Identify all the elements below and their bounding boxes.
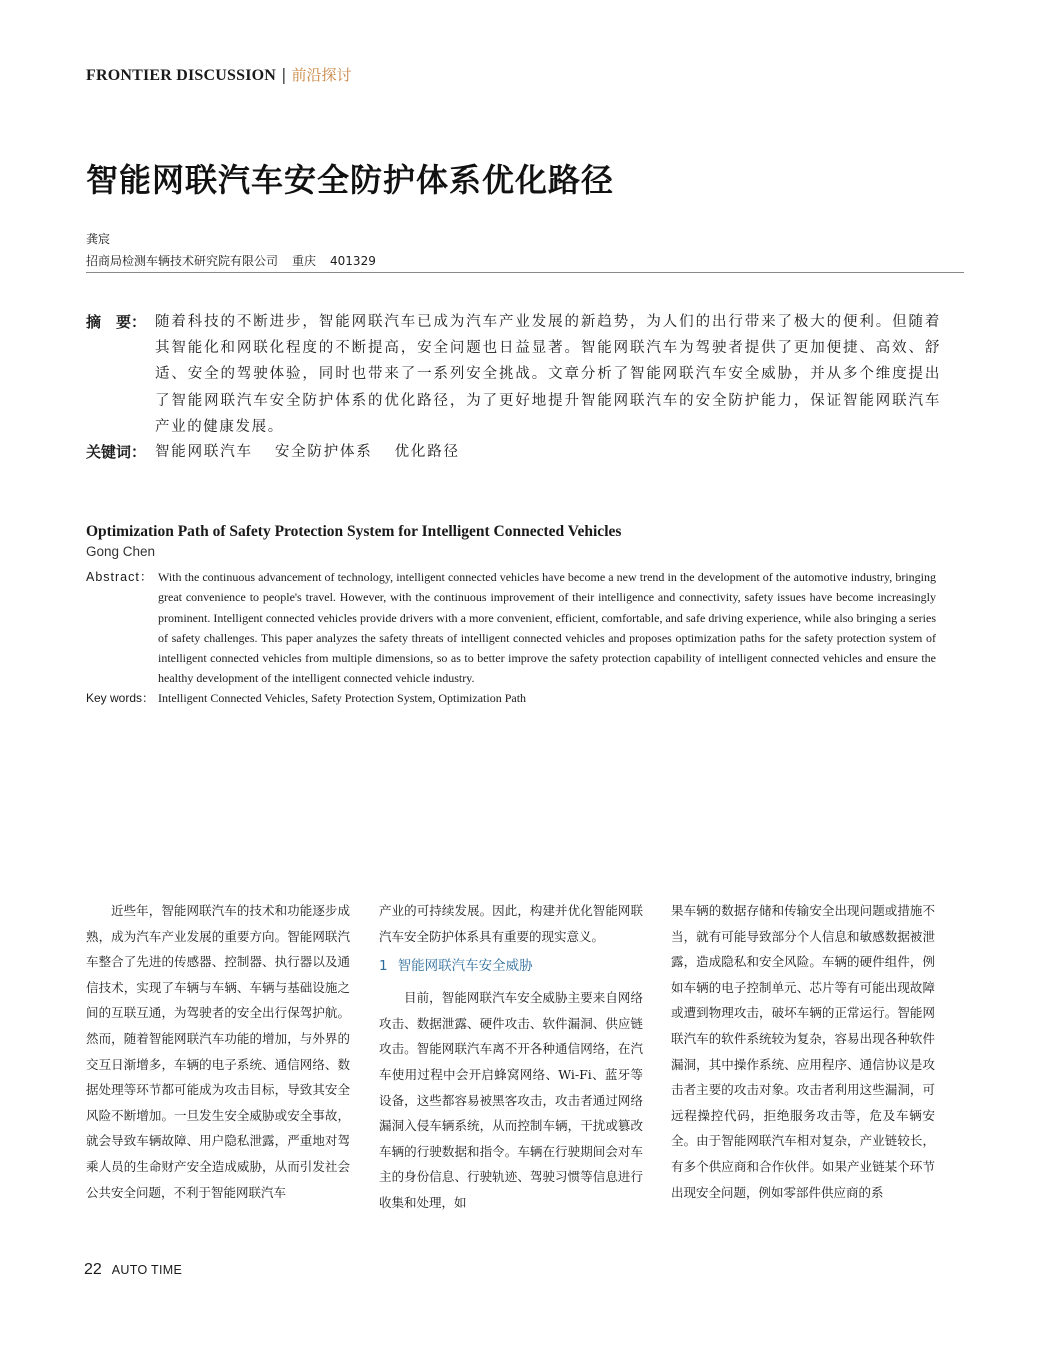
cn-keywords bbox=[155, 440, 482, 464]
body-paragraph: 近些年，智能网联汽车的技术和功能逐步成熟，成为汽车产业发展的重要方向。智能网联汽车整合了先进的传感器、控制器、执行器以及通信技术，实现了车辆与车辆、车辆与基础设施之间的互联互通，为驾驶者的安全出行保驾护航。然而，随着智能网联汽车功能的增加，与外界的交互日渐增多，车辆的电子系统、通信网络、数据处理等环节都可能成为攻击目标，导致其安全风险不断增加。一旦发生安全威胁或安全事故，就会导致车辆故障、用户隐私泄露，严重地对驾乘人员的生命财产安全造成威胁，从而引发社会公共安全问题，不利于智能网联汽车 bbox=[86, 903, 350, 1200]
affiliation-city: 重庆 bbox=[292, 254, 317, 268]
header-divider bbox=[86, 272, 964, 273]
body-paragraph: 果车辆的数据存储和传输安全出现问题或措施不当，就有可能导致部分个人信息和敏感数据被泄露，造成隐私和安全风险。车辆的硬件组件，例如车辆的电子控制单元、芯片等有可能出现故障或遭到物理攻击，破坏车辆的正常运行。智能网联汽车的软件系统较为复杂，容易出现各种软件漏洞，其中操作系统、应用程序、通信协议是攻击者主要的攻击对象。攻击者利用这些漏洞，可远程操控代码，拒绝服务攻击等，危及车辆安全。由于智能网联汽车相对复杂，产业链较长，有多个供应商和合作伙伴。如果产业链某个环节出现安全问题，例如零部件供应商的系 bbox=[671, 903, 935, 1200]
cn-abstract-text: 随着科技的不断进步，智能网联汽车已成为汽车产业发展的新趋势，为人们的出行带来了极大的便利。但随着其智能化和网联化程度的不断提高，安全问题也日益显著。智能网联汽车为驾驶者提供了更加便捷、高效、舒适、安全的驾驶体验，同时也带来了一系列安全挑战。文章分析了智能网联汽车安全威胁，并从多个维度提出了智能网联汽车安全防护体系的优化路径，为了更好地提升智能网联汽车的安全防护能力，保证智能网联汽车产业的健康发展。 bbox=[155, 314, 941, 435]
body-paragraph: 目前，智能网联汽车安全威胁主要来自网络攻击、数据泄露、硬件攻击、软件漏洞、供应链攻击。智能网联汽车离不开各种通信网络，在汽车使用过程中会开启蜂窝网络、Wi-Fi、蓝牙等设备，这些都容易被黑客攻击，攻击者通过网络漏洞入侵车辆系统，从而控制车辆，干扰或篡改车辆的行驶数据和指令。车辆在行驶期间会对车主的身份信息、行驶轨迹、驾驶习惯等信息进行收集和处理，如 bbox=[379, 990, 643, 1210]
en-abstract-label: Abstract： bbox=[86, 570, 154, 584]
en-title: Optimization Path of Safety Protection System for Intelligent Connected Vehicles bbox=[86, 523, 622, 540]
author-name: 龚宸 bbox=[86, 232, 111, 246]
body-paragraph: 产业的可持续发展。因此，构建并优化智能网联汽车安全防护体系具有重要的现实意义。 bbox=[379, 903, 643, 944]
cn-keyword: 智能网联汽车 bbox=[155, 444, 253, 460]
section-header bbox=[86, 64, 351, 87]
cn-keyword: 优化路径 bbox=[394, 444, 460, 460]
body-column-1 bbox=[86, 898, 350, 1205]
section-label-cn: 前沿探讨 bbox=[291, 66, 352, 84]
en-abstract-text: With the continuous advancement of technology, intelligent connected vehicles have become a new trend in the development of the automotive industry, bringing great convenience to people's travel. However, with the continuous improvement of their intelligence and connectivity, safety issues have become increasingly prominent. Intelligent connected vehicles provide drivers with a more convenient, efficient, comfortable, and safe driving experience, while also bringing a series of safety challenges. This paper analyzes the safety threats of intelligent connected vehicles and proposes optimization paths for the safety protection system of intelligent connected vehicles from multiple dimensions, so as to better improve the safety protection capability of intelligent connected vehicles and ensure the healthy development of the intelligent connected vehicle industry. bbox=[158, 570, 936, 686]
cn-keywords-label: 关键词： bbox=[86, 443, 147, 461]
page-footer bbox=[84, 1261, 182, 1279]
en-author: Gong Chen bbox=[86, 544, 156, 559]
body-column-2 bbox=[379, 898, 643, 1216]
journal-name: AUTO TIME bbox=[111, 1263, 183, 1277]
author-affiliation bbox=[86, 252, 390, 270]
en-keywords-label: Key words： bbox=[86, 691, 155, 705]
section-label-en: FRONTIER DISCUSSION bbox=[86, 67, 277, 84]
cn-abstract-label: 摘 要： bbox=[86, 313, 147, 331]
page-number: 22 bbox=[84, 1261, 102, 1278]
en-keywords: Intelligent Connected Vehicles, Safety Protection System, Optimization Path bbox=[158, 691, 527, 705]
cn-keyword: 安全防护体系 bbox=[274, 444, 373, 460]
affiliation-org: 招商局检测车辆技术研究院有限公司 bbox=[86, 254, 279, 268]
section-number: 1 bbox=[379, 958, 388, 975]
section-title: 智能网联汽车安全威胁 bbox=[397, 958, 533, 975]
body-column-3 bbox=[671, 898, 935, 1205]
article-title: 智能网联汽车安全防护体系优化路径 bbox=[86, 161, 615, 199]
affiliation-postcode: 401329 bbox=[330, 254, 376, 268]
section-heading bbox=[379, 953, 643, 979]
section-separator: | bbox=[281, 65, 287, 84]
